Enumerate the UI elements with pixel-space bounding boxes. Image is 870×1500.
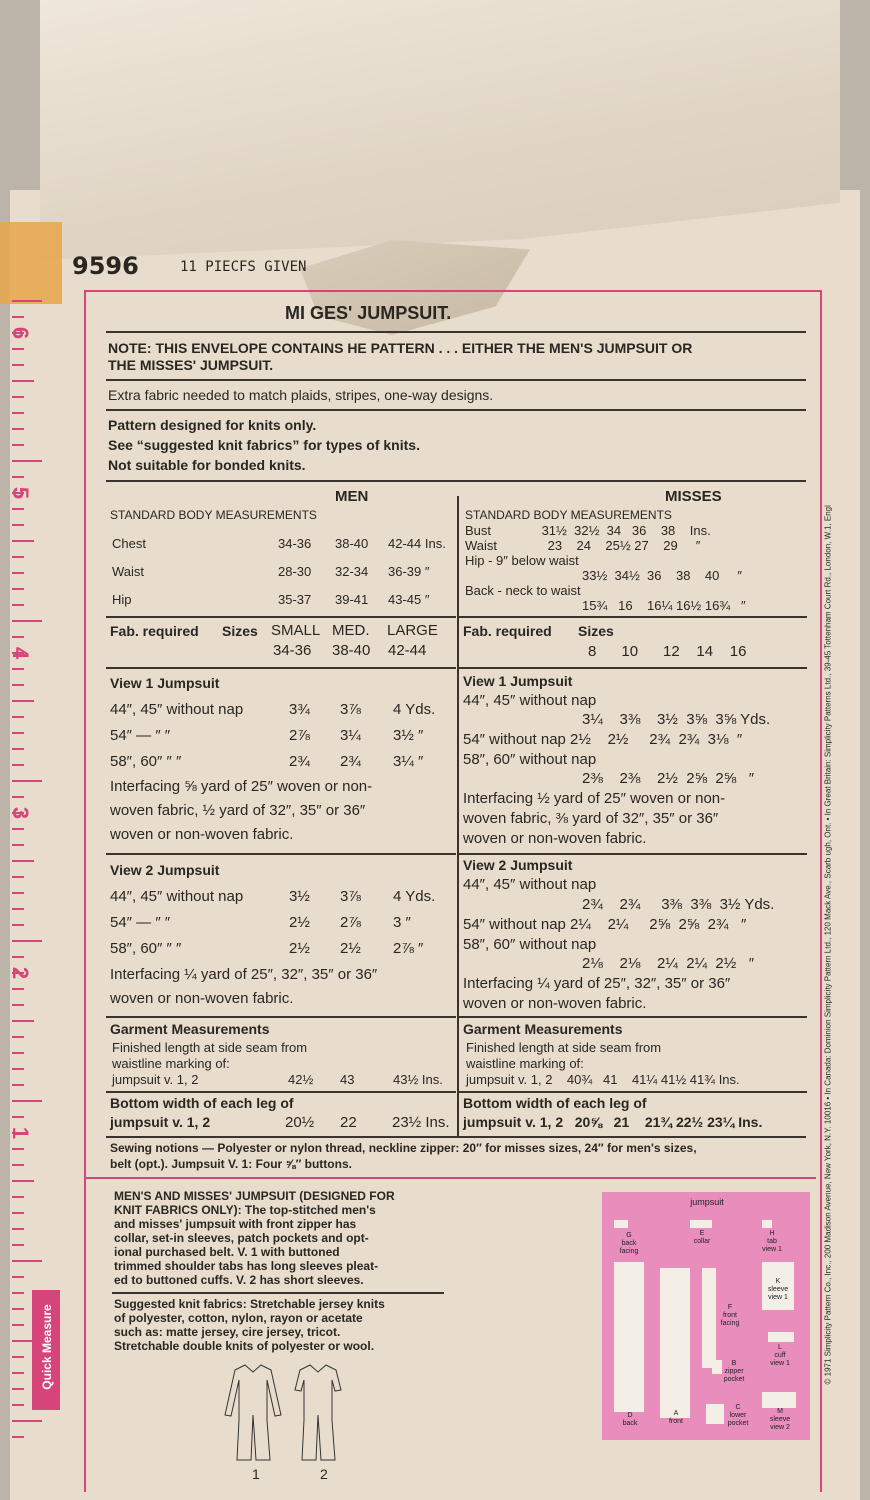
misses-v2-a: 44″, 45″ without nap [463,876,597,893]
publisher-side-text: © 1971 Simplicity Pattern Co., Inc., 200 Madison Avenue, New York, N.Y. 10016 • In Canada: Dominion Simplicity Pattern Ltd., 120 Mack Ave., Scarb ugh, Ont. • In Great Britain: Simplicity Patterns Ltd., 39-45 Tottenham Court Rd., London, W.1, Engl [823,505,833,1385]
men-heading: MEN [335,488,369,505]
misses-v2-int1: Interfacing ¼ yard of 25″, 32″, 35″ or 36″ [463,975,731,992]
men-gm-line2: waistline marking of: [112,1056,230,1071]
men-v2-value: 3½ [289,888,310,905]
ruler-tick [12,1148,24,1150]
envelope-note-2: THE MISSES' JUMPSUIT. [108,357,274,373]
ruler-tick [12,1212,24,1214]
men-v2-value: 2⅞ ″ [393,940,424,957]
misses-gm-line3: jumpsuit v. 1, 2 40¾ 41 41¼ 41½ 41¾ Ins. [466,1072,740,1087]
men-size-name: MED. [332,622,370,639]
men-gm-value: 42½ [288,1072,314,1087]
ruler-tick [12,1036,24,1038]
men-v1-value: 2⅞ [289,727,310,744]
misses-back-label: Back - neck to waist [465,583,581,598]
ruler-tick [12,508,24,510]
men-view1-heading: View 1 Jumpsuit [110,675,220,691]
knit-fabric-line: Stretchable double knits of polyester or wool. [114,1339,375,1353]
ruler-number: 5 [8,486,34,500]
men-gm-line1: Finished length at side seam from [112,1040,308,1055]
ruler-tick [12,428,24,430]
ruler-tick [12,1260,42,1262]
ruler-tick [12,1020,34,1022]
ruler-tick [12,604,24,606]
ruler-tick [12,1196,24,1198]
men-std-label: STANDARD BODY MEASUREMENTS [110,508,317,522]
pattern-number: 9596 [72,252,139,280]
men-bw-heading: Bottom width of each leg of [110,1095,294,1111]
sewing-notions-2: belt (opt.). Jumpsuit V. 1: Four ⅝″ buttons. [110,1157,352,1171]
misses-back: 15¾ 16 16¼ 16½ 16¾ ″ [582,598,746,613]
misses-view2-heading: View 2 Jumpsuit [463,857,573,873]
ruler-tick [12,1340,34,1342]
ruler-tick [12,796,24,798]
ruler-tick [12,1052,24,1054]
men-waist-value: 32-34 [335,564,369,579]
men-gm-value: 43 [340,1072,355,1087]
misses-hip: 33½ 34½ 36 38 40 ″ [582,568,742,583]
misses-size-nums: 8 10 12 14 16 [588,643,747,660]
men-v1-value: 3½ ″ [393,727,424,744]
men-v1-row: 44″, 45″ without nap [110,701,244,718]
men-hip-value: 39-41 [335,592,369,607]
ruler-tick [12,636,24,638]
men-v1-value: 3¼ ″ [393,753,424,770]
ruler-tick [12,1084,24,1086]
men-v2-value: 2½ [340,940,361,957]
misses-fab-label: Fab. required [463,623,552,639]
misses-v2-int2: woven or non-woven fabric. [463,995,647,1012]
men-v2-value: 2½ [289,914,310,931]
men-hip-label: Hip [112,592,132,607]
ruler-tick [12,348,24,350]
ruler-tick [12,716,24,718]
men-v1-value: 2¾ [340,753,361,770]
piece-e-label: E collar [693,1230,711,1245]
men-fab-label: Fab. required [110,623,199,639]
page-title: MI GES' JUMPSUIT. [285,303,452,323]
men-hip-value: 35-37 [278,592,312,607]
men-view2-heading: View 2 Jumpsuit [110,862,220,878]
misses-waist: Waist 23 24 25½ 27 29 ″ [465,538,701,553]
view-label: 1 [252,1466,260,1482]
misses-v1-int1: Interfacing ½ yard of 25″ woven or non- [463,790,726,807]
ruler-number: 4 [8,646,34,660]
misses-v2-c: 58″, 60″ without nap [463,936,597,953]
ruler-tick [12,1004,24,1006]
misses-v1-c-vals: 2⅜ 2⅜ 2½ 2⅝ 2⅝ ″ [582,770,755,787]
piece-a-label: A front [668,1410,683,1425]
men-chest-value: 42-44 Ins. [388,536,446,551]
ruler-tick [12,572,24,574]
ruler-tick [12,316,24,318]
view-label: 2 [320,1466,328,1482]
knit-fabric-line: of polyester, cotton, nylon, rayon or acetate [114,1311,363,1325]
men-v2-row: 58″, 60″ ″ ″ [110,940,182,957]
desc-line: ional purchased belt. V. 1 with buttoned [114,1245,340,1259]
ruler-tick [12,1164,24,1166]
ruler-tick [12,1276,24,1278]
men-v1-int2: woven fabric, ½ yard of 32″, 35″ or 36″ [110,802,366,819]
knit-fabric-line: Suggested knit fabrics: Stretchable jersey knits [114,1297,385,1311]
men-v1-value: 3⅞ [340,701,361,718]
misses-gm-heading: Garment Measurements [463,1021,623,1037]
ruler-tick [12,300,42,302]
piece-h-label: H tab view 1 [762,1230,782,1253]
men-v1-row: 58″, 60″ ″ ″ [110,753,182,770]
sewing-notions-1: Sewing notions — Polyester or nylon thread, neckline zipper: 20″ for misses sizes, 24″ for men's sizes, [110,1141,697,1155]
pattern-pieces-panel [602,1192,810,1440]
misses-gm-line1: Finished length at side seam from [466,1040,662,1055]
ruler-tick [12,1404,24,1406]
ruler-tick [12,780,42,782]
ruler-tick [12,412,24,414]
ruler-number: 1 [8,1126,34,1140]
men-gm-heading: Garment Measurements [110,1021,270,1037]
misses-sizes-label: Sizes [578,623,614,639]
men-bw-value: 20½ [285,1114,315,1131]
knit-fabric-line: such as: matte jersey, cire jersey, tricot. [114,1325,341,1339]
misses-v1-int3: woven or non-woven fabric. [463,830,647,847]
envelope-note: NOTE: THIS ENVELOPE CONTAINS HE PATTERN . . . EITHER THE MEN'S JUMPSUIT OR [108,340,693,356]
misses-gm-line2: waistline marking of: [466,1056,584,1071]
men-v1-value: 4 Yds. [393,701,436,718]
ruler-tick [12,1100,42,1102]
tape-strip [0,222,62,304]
piece-c-label: C lower pocket [727,1404,749,1427]
quick-measure-ruler [12,300,50,1440]
men-size-num: 42-44 [388,642,427,659]
ruler-tick [12,860,34,862]
men-waist-value: 28-30 [278,564,312,579]
misses-v1-int2: woven fabric, ⅜ yard of 32″, 35″ or 36″ [463,810,719,827]
piece-k-label: K sleeve view 1 [767,1278,789,1301]
men-v2-row: 54″ — ″ ″ [110,914,171,931]
desc-line: MEN'S AND MISSES' JUMPSUIT (DESIGNED FOR [114,1189,395,1203]
piece-f-label: F front facing [720,1304,740,1327]
ruler-tick [12,1420,42,1422]
men-bw-line2: jumpsuit v. 1, 2 [110,1114,211,1130]
misses-std-label: STANDARD BODY MEASUREMENTS [465,508,672,522]
ruler-tick [12,364,24,366]
men-size-num: 38-40 [332,642,371,659]
ruler-number: 2 [8,966,34,980]
ruler-tick [12,732,24,734]
piece-d-label: D back [622,1412,638,1427]
ruler-tick [12,700,34,702]
ruler-tick [12,588,24,590]
misses-v1-a: 44″, 45″ without nap [463,692,597,709]
ruler-tick [12,844,24,846]
ruler-tick [12,1308,24,1310]
ruler-tick [12,988,24,990]
ruler-tick [12,1180,34,1182]
desc-line: trimmed shoulder tabs has long sleeves pleat- [114,1259,379,1273]
men-size-name: LARGE [387,622,438,639]
ruler-tick [12,620,42,622]
ruler-tick [12,1228,24,1230]
ruler-number: 3 [8,806,34,820]
knit-note-2: See “suggested knit fabrics” for types of knits. [108,437,420,453]
ruler-tick [12,444,24,446]
desc-line: and misses' jumpsuit with front zipper has [114,1217,357,1231]
ruler-tick [12,924,24,926]
ruler-tick [12,1292,24,1294]
men-size-name: SMALL [271,622,321,639]
misses-v2-c-vals: 2⅛ 2⅛ 2¼ 2¼ 2½ ″ [582,955,755,972]
ruler-tick [12,1244,24,1246]
men-bw-value: 22 [340,1114,357,1131]
men-v2-value: 3⅞ [340,888,361,905]
ruler-tick [12,908,24,910]
ruler-tick [12,940,42,942]
men-hip-value: 43-45 ″ [388,592,430,607]
piece-g-label: G back facing [619,1232,639,1255]
desc-line: ed to buttoned cuffs. V. 2 has short sleeves. [114,1273,364,1287]
ruler-tick [12,1116,24,1118]
men-chest-value: 34-36 [278,536,312,551]
ruler-tick [12,1356,24,1358]
knit-note-1: Pattern designed for knits only. [108,417,317,433]
piece-l-label: L cuff view 1 [770,1344,790,1367]
ruler-tick [12,668,24,670]
men-v1-row: 54″ — ″ ″ [110,727,171,744]
men-chest-label: Chest [112,536,146,551]
ruler-tick [12,764,24,766]
men-chest-value: 38-40 [335,536,369,551]
men-v2-row: 44″, 45″ without nap [110,888,244,905]
ruler-tick [12,828,24,830]
men-sizes-label: Sizes [222,623,258,639]
misses-v2-b: 54″ without nap 2¼ 2¼ 2⅝ 2⅝ 2¾ ″ [463,916,747,933]
knit-note-3: Not suitable for bonded knits. [108,457,306,473]
misses-bw-heading: Bottom width of each leg of [463,1095,647,1111]
ruler-tick [12,1068,24,1070]
ruler-tick [12,876,24,878]
men-v1-int1: Interfacing ⅝ yard of 25″ woven or non- [110,778,373,795]
misses-v1-c: 58″, 60″ without nap [463,751,597,768]
ruler-tick [12,380,34,382]
misses-v1-b: 54″ without nap 2½ 2½ 2¾ 2¾ 3⅛ ″ [463,731,743,748]
misses-view1-heading: View 1 Jumpsuit [463,673,573,689]
misses-bust: Bust 31½ 32½ 34 36 38 Ins. [465,523,711,538]
ruler-tick [12,1324,24,1326]
men-size-num: 34-36 [273,642,312,659]
piece-m-label: M sleeve view 2 [769,1408,791,1431]
men-v2-int1: Interfacing ¼ yard of 25″, 32″, 35″ or 36″ [110,966,378,983]
piece-b-label: B zipper pocket [723,1360,745,1383]
ruler-tick [12,556,24,558]
men-gm-line3: jumpsuit v. 1, 2 [112,1072,199,1087]
men-v2-value: 2½ [289,940,310,957]
ruler-tick [12,684,24,686]
men-bw-value: 23½ Ins. [392,1114,450,1131]
men-gm-value: 43½ Ins. [393,1072,443,1087]
extra-fabric-note: Extra fabric needed to match plaids, stripes, one-way designs. [108,387,494,403]
ruler-tick [12,524,24,526]
ruler-tick [12,396,24,398]
men-waist-label: Waist [112,564,145,579]
misses-hip-label: Hip - 9″ below waist [465,553,579,568]
men-v1-int3: woven or non-woven fabric. [110,826,294,843]
ruler-tick [12,1436,24,1438]
ruler-number: 6 [8,326,34,340]
men-v1-value: 3¾ [289,701,310,718]
misses-v1-a-vals: 3¼ 3⅜ 3½ 3⅝ 3⅝ Yds. [582,711,771,728]
pieces-title: jumpsuit [690,1197,724,1207]
men-v2-value: 4 Yds. [393,888,436,905]
pieces-count: 11 PIECFS GIVEN [180,259,307,275]
ruler-tick [12,1388,24,1390]
desc-line: collar, set-in sleeves, patch pockets and opt- [114,1231,369,1245]
desc-line: KNIT FABRICS ONLY): The top-stitched men's [114,1203,376,1217]
men-v1-value: 2¾ [289,753,310,770]
quick-measure-label: Quick Measure [32,1290,60,1410]
ruler-tick [12,540,34,542]
misses-bw-line2: jumpsuit v. 1, 2 20⅝ 21 21¾ 22½ 23¼ Ins. [463,1114,763,1130]
men-v2-value: 2⅞ [340,914,361,931]
men-v2-value: 3 ″ [393,914,411,931]
ruler-tick [12,460,42,462]
ruler-tick [12,956,24,958]
ruler-tick [12,748,24,750]
men-waist-value: 36-39 ″ [388,564,430,579]
ruler-tick [12,892,24,894]
ruler-tick [12,476,24,478]
misses-heading: MISSES [665,488,722,505]
jumpsuit-sketches [215,1360,345,1470]
men-v1-value: 3¼ [340,727,361,744]
men-v2-int2: woven or non-woven fabric. [110,990,294,1007]
ruler-tick [12,1372,24,1374]
misses-v2-a-vals: 2¾ 2¾ 3⅜ 3⅜ 3½ Yds. [582,896,775,913]
